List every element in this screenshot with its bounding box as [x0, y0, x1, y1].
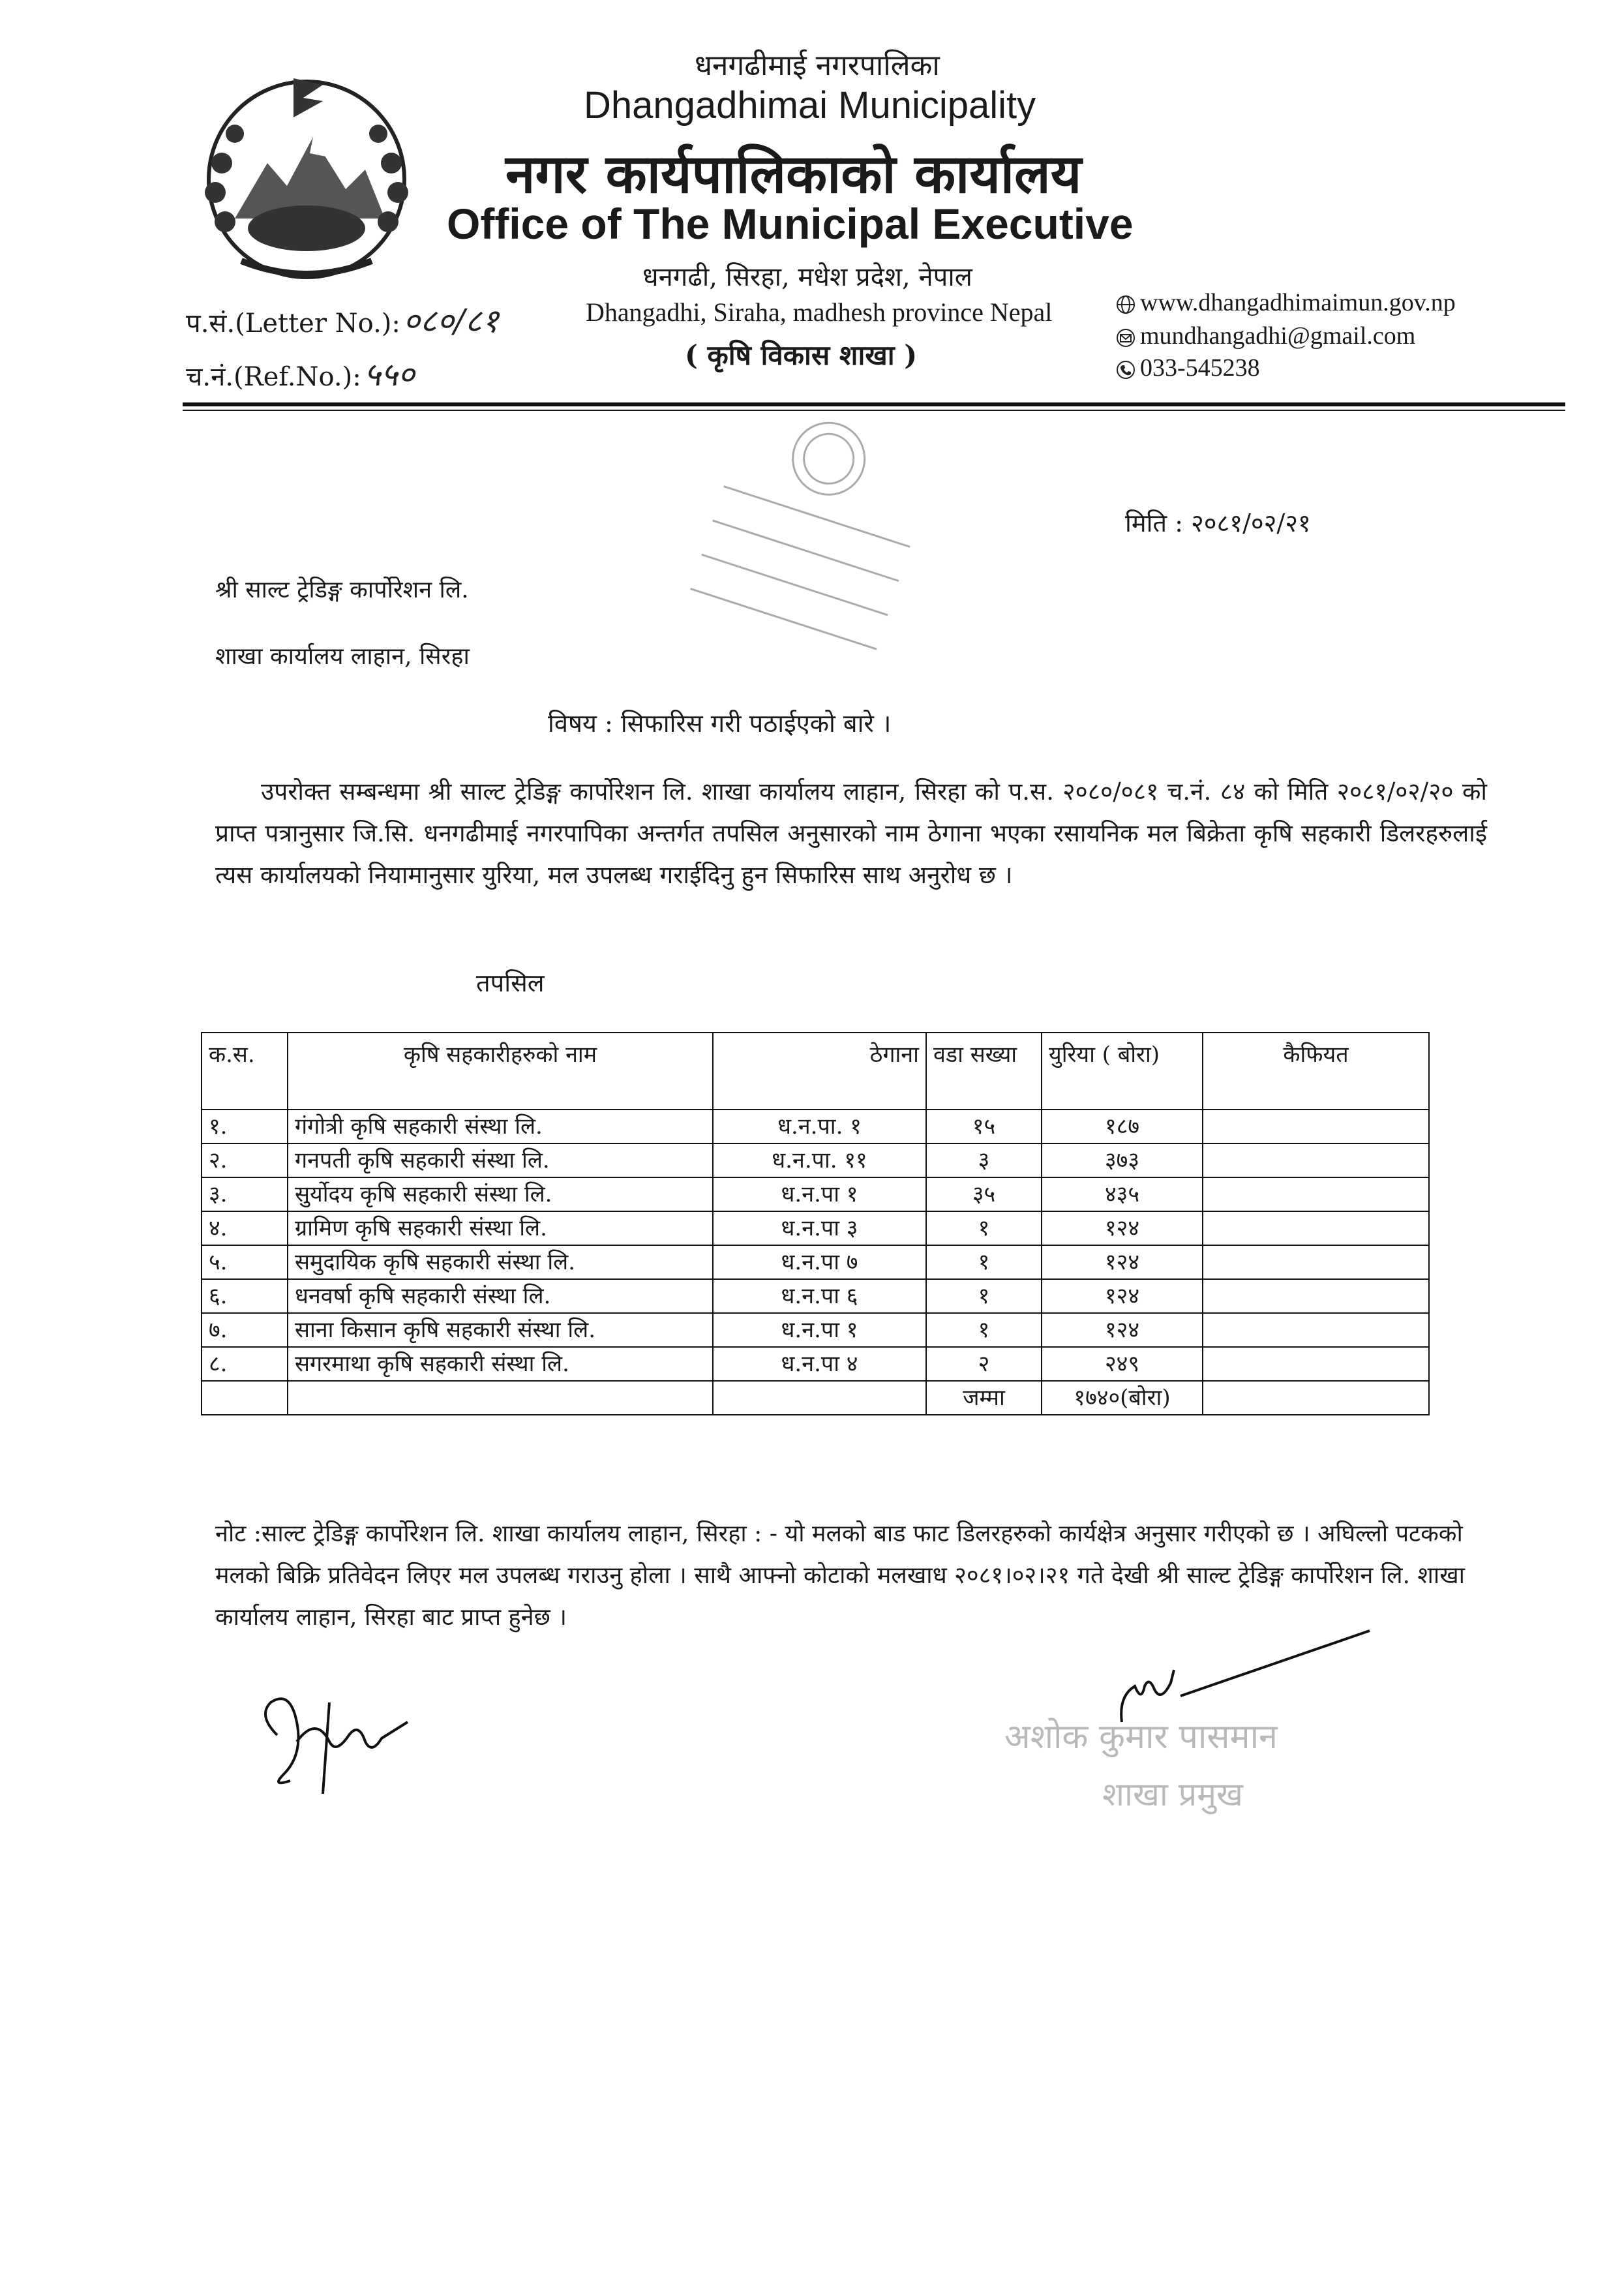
cell-name: साना किसान कृषि सहकारी संस्था लि. — [288, 1313, 713, 1347]
cell-urea: १८७ — [1042, 1110, 1203, 1143]
cell-ward: १ — [926, 1313, 1042, 1347]
cell-sn: ६. — [202, 1279, 288, 1313]
cell-remarks — [1203, 1347, 1429, 1381]
table-row — [202, 1110, 1429, 1143]
total-value: १७४०(बोरा) — [1042, 1381, 1203, 1415]
letter-note: नोट :साल्ट ट्रेडिङ्ग कार्पोरेशन लि. शाखा कार्यालय लाहान, सिरहा : - यो मलको बाड फाट डिलरहरुको कार्यक्षेत्र अनुसार गरीएको छ । अघिल्लो पटकको मलको बिक्रि प्रतिवेदन लिएर मल उपलब्ध गराउनु होला । साथै आफ्नो कोटाको मलखाध २०८१।०२।२१ गते देखी श्री साल्ट ट्रेडिङ्ग कार्पोरेशन लि. शाखा कार्यालय लाहान, सिरहा बाट प्राप्त हुनेछ । — [215, 1520, 1465, 1631]
cell-ward: ३५ — [926, 1177, 1042, 1211]
letter-subject: विषय : सिफारिस गरी पठाईएको बारे । — [548, 709, 892, 738]
total-empty-6 — [1203, 1381, 1429, 1415]
cell-name: ग्रामिण कृषि सहकारी संस्था लि. — [288, 1211, 713, 1245]
details-heading: तपसिल — [476, 969, 545, 997]
cell-urea: २४९ — [1042, 1347, 1203, 1381]
cell-address: ध.न.पा १ — [713, 1313, 926, 1347]
cell-address: ध.न.पा ७ — [713, 1245, 926, 1279]
header-urea: युरिया ( बोरा) — [1042, 1033, 1203, 1110]
letter-date: मिति : २०८१/०२/२१ — [1125, 509, 1311, 537]
table-row — [202, 1143, 1429, 1177]
cell-sn: ७. — [202, 1313, 288, 1347]
cell-ward: १ — [926, 1245, 1042, 1279]
signature-left — [251, 1676, 421, 1800]
cell-remarks — [1203, 1279, 1429, 1313]
municipality-name-nepali: धनगढीमाई नगरपालिका — [695, 49, 940, 82]
branch-name: ( कृषि विकास शाखा ) — [685, 339, 918, 371]
cell-address: ध.न.पा. ११ — [713, 1143, 926, 1177]
total-empty-3 — [713, 1381, 926, 1415]
cell-name: सगरमाथा कृषि सहकारी संस्था लि. — [288, 1347, 713, 1381]
header-remarks: कैफियत — [1203, 1033, 1429, 1110]
header-address: ठेगाना — [713, 1033, 926, 1110]
cell-name: गनपती कृषि सहकारी संस्था लि. — [288, 1143, 713, 1177]
cell-remarks — [1203, 1211, 1429, 1245]
table-row — [202, 1347, 1429, 1381]
cell-remarks — [1203, 1143, 1429, 1177]
cell-address: ध.न.पा ३ — [713, 1211, 926, 1245]
address-english: Dhangadhi, Siraha, madhesh province Nepal — [586, 297, 1053, 327]
cell-name: समुदायिक कृषि सहकारी संस्था लि. — [288, 1245, 713, 1279]
table-row — [202, 1279, 1429, 1313]
cell-urea: ३७३ — [1042, 1143, 1203, 1177]
office-name-nepali: नगर कार्यपालिकाको कार्यालय — [505, 143, 1082, 205]
cell-remarks — [1203, 1110, 1429, 1143]
table-row — [202, 1177, 1429, 1211]
total-empty-2 — [288, 1381, 713, 1415]
reference-number-value: ५५० — [363, 355, 415, 393]
cell-urea: १२४ — [1042, 1211, 1203, 1245]
letter-number-label: प.सं.(Letter No.): — [186, 309, 400, 339]
cell-name: धनवर्षा कृषि सहकारी संस्था लि. — [288, 1279, 713, 1313]
cooperatives-table — [201, 1032, 1430, 1415]
phone-icon — [1115, 359, 1136, 380]
table-row — [202, 1313, 1429, 1347]
office-stamp — [659, 404, 959, 678]
cell-remarks — [1203, 1177, 1429, 1211]
table-row — [202, 1211, 1429, 1245]
cell-remarks — [1203, 1245, 1429, 1279]
table-row — [202, 1245, 1429, 1279]
header-sn: क.स. — [202, 1033, 288, 1110]
cell-ward: १५ — [926, 1110, 1042, 1143]
cell-sn: ५. — [202, 1245, 288, 1279]
cell-sn: १. — [202, 1110, 288, 1143]
cell-urea: ४३५ — [1042, 1177, 1203, 1211]
letter-number — [186, 297, 499, 342]
cell-name: गंगोत्री कृषि सहकारी संस्था लि. — [288, 1110, 713, 1143]
cell-urea: १२४ — [1042, 1313, 1203, 1347]
recipient-line-1: श्री साल्ट ट्रेडिङ्ग कार्पोरेशन लि. — [215, 577, 469, 603]
address-nepali: धनगढी, सिरहा, मधेश प्रदेश, नेपाल — [642, 262, 972, 292]
cell-address: ध.न.पा ६ — [713, 1279, 926, 1313]
cell-ward: ३ — [926, 1143, 1042, 1177]
cell-sn: ८. — [202, 1347, 288, 1381]
letter-number-value: ०८०/८१ — [402, 302, 499, 340]
recipient-line-2: शाखा कार्यालय लाहान, सिरहा — [215, 643, 470, 670]
signatory-name-stamp: अशोक कुमार पासमान — [1004, 1717, 1278, 1757]
letter-body: उपरोक्त सम्बन्धमा श्री साल्ट ट्रेडिङ्ग कार्पोरेशन लि. शाखा कार्यालय लाहान, सिरहा को प.स. २०८०/०८१ च.नं. ८४ को मिति २०८१/०२/२० को प्राप्त पत्रानुसार जि.सि. धनगढीमाई नगरपापिका अन्तर्गत तपसिल अनुसारको नाम ठेगाना भएका रसायनिक मल बिक्रेता कृषि सहकारी डिलरहरुलाई त्यस कार्यालयको नियामानुसार युरिया, मल उपलब्ध गराईदिनु हुन सिफारिस साथ अनुरोध छ । — [215, 778, 1487, 889]
website-text[interactable]: www.dhangadhimaimun.gov.np — [1140, 289, 1456, 316]
cell-ward: २ — [926, 1347, 1042, 1381]
cell-remarks — [1203, 1313, 1429, 1347]
signatory-title-stamp: शाखा प्रमुख — [1102, 1776, 1243, 1813]
email-contact — [1115, 322, 1415, 350]
table-total-row — [202, 1381, 1429, 1415]
website-contact — [1115, 288, 1456, 317]
header-name: कृषि सहकारीहरुको नाम — [288, 1033, 713, 1110]
mail-icon — [1115, 327, 1136, 348]
email-text[interactable]: mundhangadhi@gmail.com — [1140, 322, 1416, 350]
cell-address: ध.न.पा. १ — [713, 1110, 926, 1143]
globe-icon — [1115, 294, 1136, 315]
cell-sn: ४. — [202, 1211, 288, 1245]
cell-name: सुर्योदय कृषि सहकारी संस्था लि. — [288, 1177, 713, 1211]
cell-ward: १ — [926, 1211, 1042, 1245]
table-header-row — [202, 1033, 1429, 1110]
cell-urea: १२४ — [1042, 1279, 1203, 1313]
cell-address: ध.न.पा १ — [713, 1177, 926, 1211]
nepal-emblem-logo — [196, 65, 417, 287]
cell-sn: ३. — [202, 1177, 288, 1211]
reference-number — [186, 351, 415, 395]
cell-urea: १२४ — [1042, 1245, 1203, 1279]
reference-number-label: च.नं.(Ref.No.): — [186, 362, 361, 392]
phone-text[interactable]: 033-545238 — [1140, 354, 1260, 382]
header-ward: वडा सख्या — [926, 1033, 1042, 1110]
cell-ward: १ — [926, 1279, 1042, 1313]
cell-sn: २. — [202, 1143, 288, 1177]
office-name-english: Office of The Municipal Executive — [447, 200, 1134, 248]
phone-contact — [1115, 354, 1260, 382]
total-empty-1 — [202, 1381, 288, 1415]
cell-address: ध.न.पा ४ — [713, 1347, 926, 1381]
total-label: जम्मा — [926, 1381, 1042, 1415]
municipality-name-english: Dhangadhimai Municipality — [584, 84, 1036, 127]
